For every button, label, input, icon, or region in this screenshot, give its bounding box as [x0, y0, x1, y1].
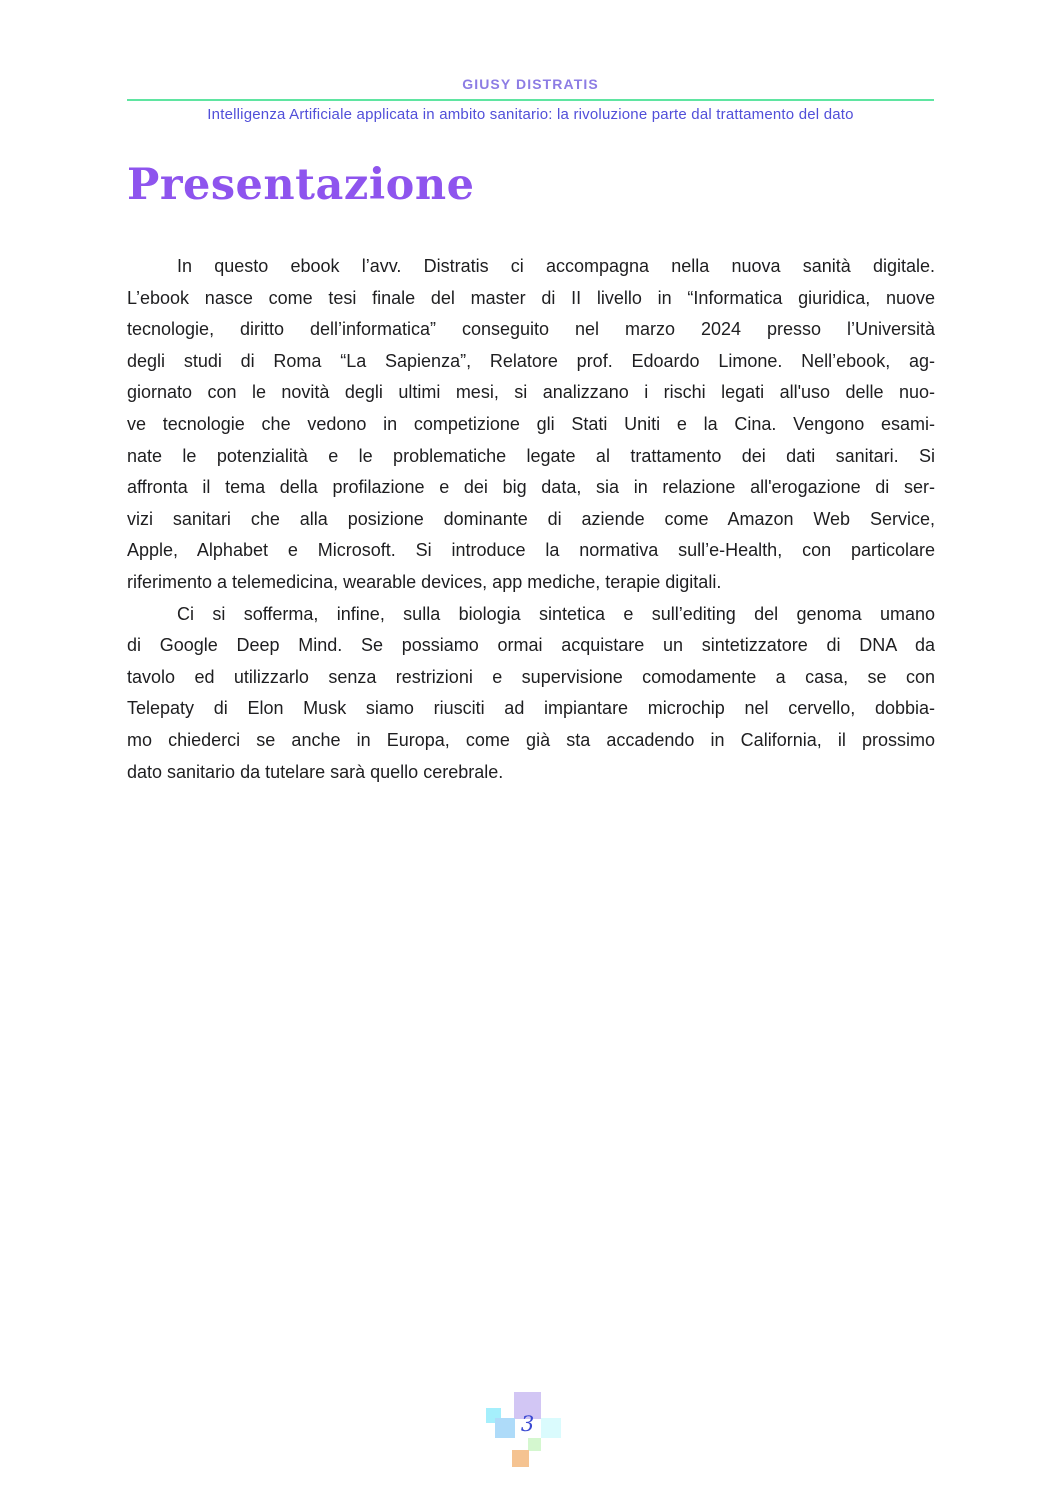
paragraph — [127, 599, 935, 789]
header-divider — [127, 99, 934, 101]
text-line: ve tecnologie che vedono in competizione gli Stati Uniti e la Cina. Vengono esami- — [127, 413, 935, 434]
body-text — [127, 251, 935, 788]
text-line: In questo ebook l’avv. Distratis ci accompagna nella nuova sanità digitale. — [177, 256, 935, 276]
chapter-title: Presentazione — [127, 160, 475, 210]
text-line: riferimento a telemedicina, wearable devices, app mediche, terapie digitali. — [127, 571, 722, 592]
text-line: affronta il tema della profilazione e dei big data, sia in relazione all'erogazione di ser- — [127, 477, 935, 498]
text-line: vizi sanitari che alla posizione dominante di aziende come Amazon Web Service, — [127, 508, 935, 529]
text-line: di Google Deep Mind. Se possiamo ormai acquistare un sintetizzatore di DNA da — [127, 635, 935, 656]
decor-square-pale-cyan — [541, 1418, 561, 1438]
paragraph — [127, 251, 935, 599]
author-name: GIUSY DISTRATIS — [462, 76, 599, 92]
text-line: tecnologie, diritto dell’informatica” conseguito nel marzo 2024 presso l’Università — [127, 319, 935, 340]
decor-square-blue — [495, 1418, 515, 1438]
text-line: degli studi di Roma “La Sapienza”, Relatore prof. Edoardo Limone. Nell’ebook, ag- — [127, 350, 935, 371]
text-line: Ci si sofferma, infine, sulla biologia sintetica e sull’editing del genoma umano — [177, 603, 935, 624]
text-line: dato sanitario da tutelare sarà quello cerebrale. — [127, 761, 504, 782]
book-subtitle: Intelligenza Artificiale applicata in ambito sanitario: la rivoluzione parte dal trattamento del dato — [207, 106, 854, 123]
page-footer — [486, 1392, 566, 1470]
text-line: mo chiederci se anche in Europa, come già sta accadendo in California, il prossimo — [127, 729, 935, 750]
text-line: L’ebook nasce come tesi finale del master di II livello in “Informatica giuridica, nuove — [127, 287, 935, 308]
text-line: Telepaty di Elon Musk siamo riusciti ad impiantare microchip nel cervello, dobbia- — [127, 698, 935, 719]
text-line: Apple, Alphabet e Microsoft. Si introduce la normativa sull’e-Health, con particolare — [127, 540, 935, 561]
text-line: tavolo ed utilizzarlo senza restrizioni e supervisione comodamente a casa, se con — [127, 666, 935, 687]
decor-square-green — [528, 1438, 541, 1451]
decor-square-orange — [512, 1450, 529, 1467]
page-number: 3 — [520, 1412, 535, 1436]
text-line: giornato con le novità degli ultimi mesi, si analizzano i rischi legati all'uso delle nuo- — [127, 382, 935, 403]
text-line: nate le potenzialità e le problematiche legate al trattamento dei dati sanitari. Si — [127, 445, 935, 466]
